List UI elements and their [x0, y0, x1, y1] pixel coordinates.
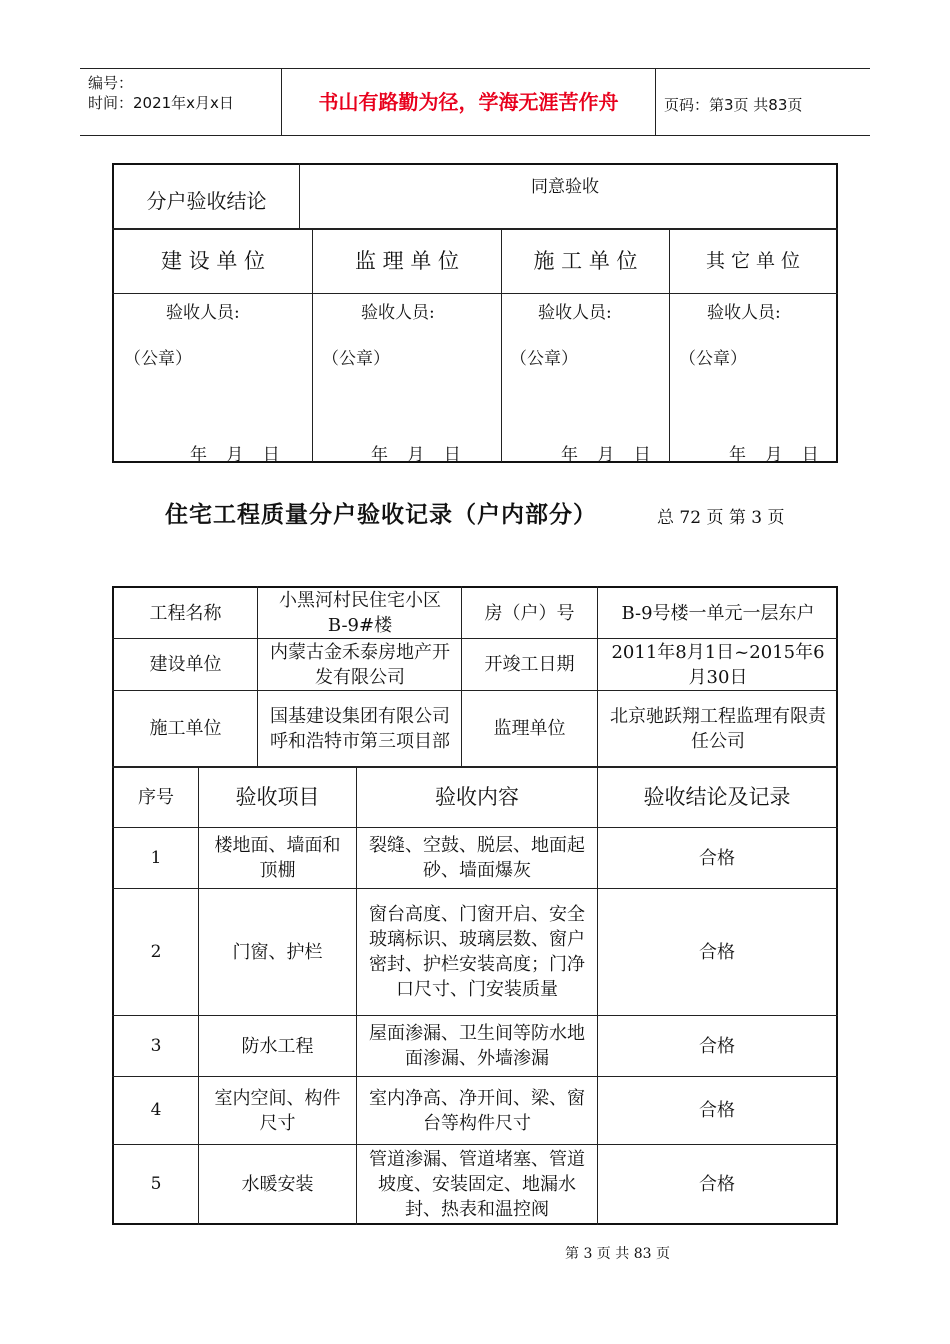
col-header-result: 验收结论及记录 — [643, 785, 791, 809]
row-result: 合格 — [699, 1100, 735, 1121]
row-result: 合格 — [699, 941, 735, 963]
project-name-label: 工程名称 — [149, 602, 222, 624]
supervisor-label: 监理单位 — [493, 718, 566, 739]
supervisor-value: 北京驰跃翔工程监理有限责任公司 — [610, 705, 826, 752]
conclusion-value: 同意验收 — [531, 177, 599, 197]
row-no: 2 — [150, 941, 162, 962]
unit-header-supervisor: 监 理 单 位 — [354, 249, 460, 273]
date-line: 年 月 日 — [561, 445, 658, 465]
row-item: 防水工程 — [241, 1035, 314, 1057]
seal-label: （公章） — [510, 349, 578, 369]
row-content: 室内净高、净开间、梁、窗台等构件尺寸 — [369, 1087, 585, 1134]
row-no: 5 — [150, 1173, 162, 1194]
unit-header-other: 其 它 单 位 — [705, 250, 801, 272]
row-content: 屋面渗漏、卫生间等防水地面渗漏、外墙渗漏 — [369, 1023, 585, 1069]
house-no-label: 房（户）号 — [484, 602, 575, 624]
row-no: 4 — [150, 1100, 162, 1120]
row-content: 裂缝、空鼓、脱层、地面起砂、墙面爆灰 — [369, 835, 585, 881]
doc-time: 时间：2021年x月x日 — [88, 94, 234, 112]
contractor-label: 施工单位 — [149, 718, 222, 739]
inspector-label: 验收人员: — [166, 303, 240, 323]
page-footer: 第 3 页 共 83 页 — [565, 1245, 670, 1262]
col-header-item: 验收项目 — [235, 785, 320, 809]
header-motto: 书山有路勤为径，学海无涯苦作舟 — [318, 89, 619, 114]
seal-label: （公章） — [679, 349, 747, 369]
col-header-no: 序号 — [138, 787, 174, 808]
col-header-content: 验收内容 — [435, 785, 519, 809]
row-result: 合格 — [699, 1173, 735, 1195]
row-item: 门窗、护栏 — [232, 941, 323, 963]
inspector-label: 验收人员: — [707, 303, 781, 323]
inspector-label: 验收人员: — [361, 303, 435, 323]
doc-number-label: 编号： — [88, 74, 134, 92]
row-item: 水暖安装 — [241, 1173, 314, 1195]
date-line: 年 月 日 — [371, 445, 468, 465]
row-content: 窗台高度、门窗开启、安全玻璃标识、玻璃层数、窗户密封、护栏安装高度；门净口尺寸、门安装质量 — [369, 904, 585, 1000]
record-title: 住宅工程质量分户验收记录（户内部分） — [165, 501, 597, 528]
row-no: 1 — [150, 847, 162, 868]
row-result: 合格 — [699, 1035, 735, 1057]
seal-label: （公章） — [322, 349, 390, 369]
project-name-value: 小黑河村民住宅小区B-9#楼 — [279, 590, 441, 636]
builder-label: 建设单位 — [149, 654, 222, 675]
house-no-value: B-9号楼一单元一层东户 — [621, 602, 815, 624]
row-item: 楼地面、墙面和顶棚 — [214, 835, 341, 881]
seal-label: （公章） — [124, 349, 192, 369]
record-page-info: 总 72 页 第 3 页 — [657, 508, 785, 528]
builder-value: 内蒙古金禾泰房地产开发有限公司 — [270, 641, 450, 688]
row-item: 室内空间、构件尺寸 — [214, 1087, 341, 1134]
row-no: 3 — [150, 1035, 162, 1056]
unit-header-contractor: 施 工 单 位 — [533, 249, 638, 273]
conclusion-label: 分户验收结论 — [146, 188, 267, 213]
row-content: 管道渗漏、管道堵塞、管道坡度、安装固定、地漏水封、热表和温控阀 — [369, 1148, 585, 1220]
contractor-value: 国基建设集团有限公司呼和浩特市第三项目部 — [270, 705, 450, 752]
period-label: 开竣工日期 — [484, 654, 575, 675]
unit-header-builder: 建 设 单 位 — [160, 249, 266, 273]
row-result: 合格 — [699, 847, 735, 869]
period-value: 2011年8月1日~2015年6月30日 — [611, 641, 825, 688]
header-page-code: 页码：第3页 共83页 — [664, 96, 803, 114]
date-line: 年 月 日 — [729, 445, 826, 465]
date-line: 年 月 日 — [190, 445, 287, 465]
inspector-label: 验收人员: — [538, 303, 612, 323]
